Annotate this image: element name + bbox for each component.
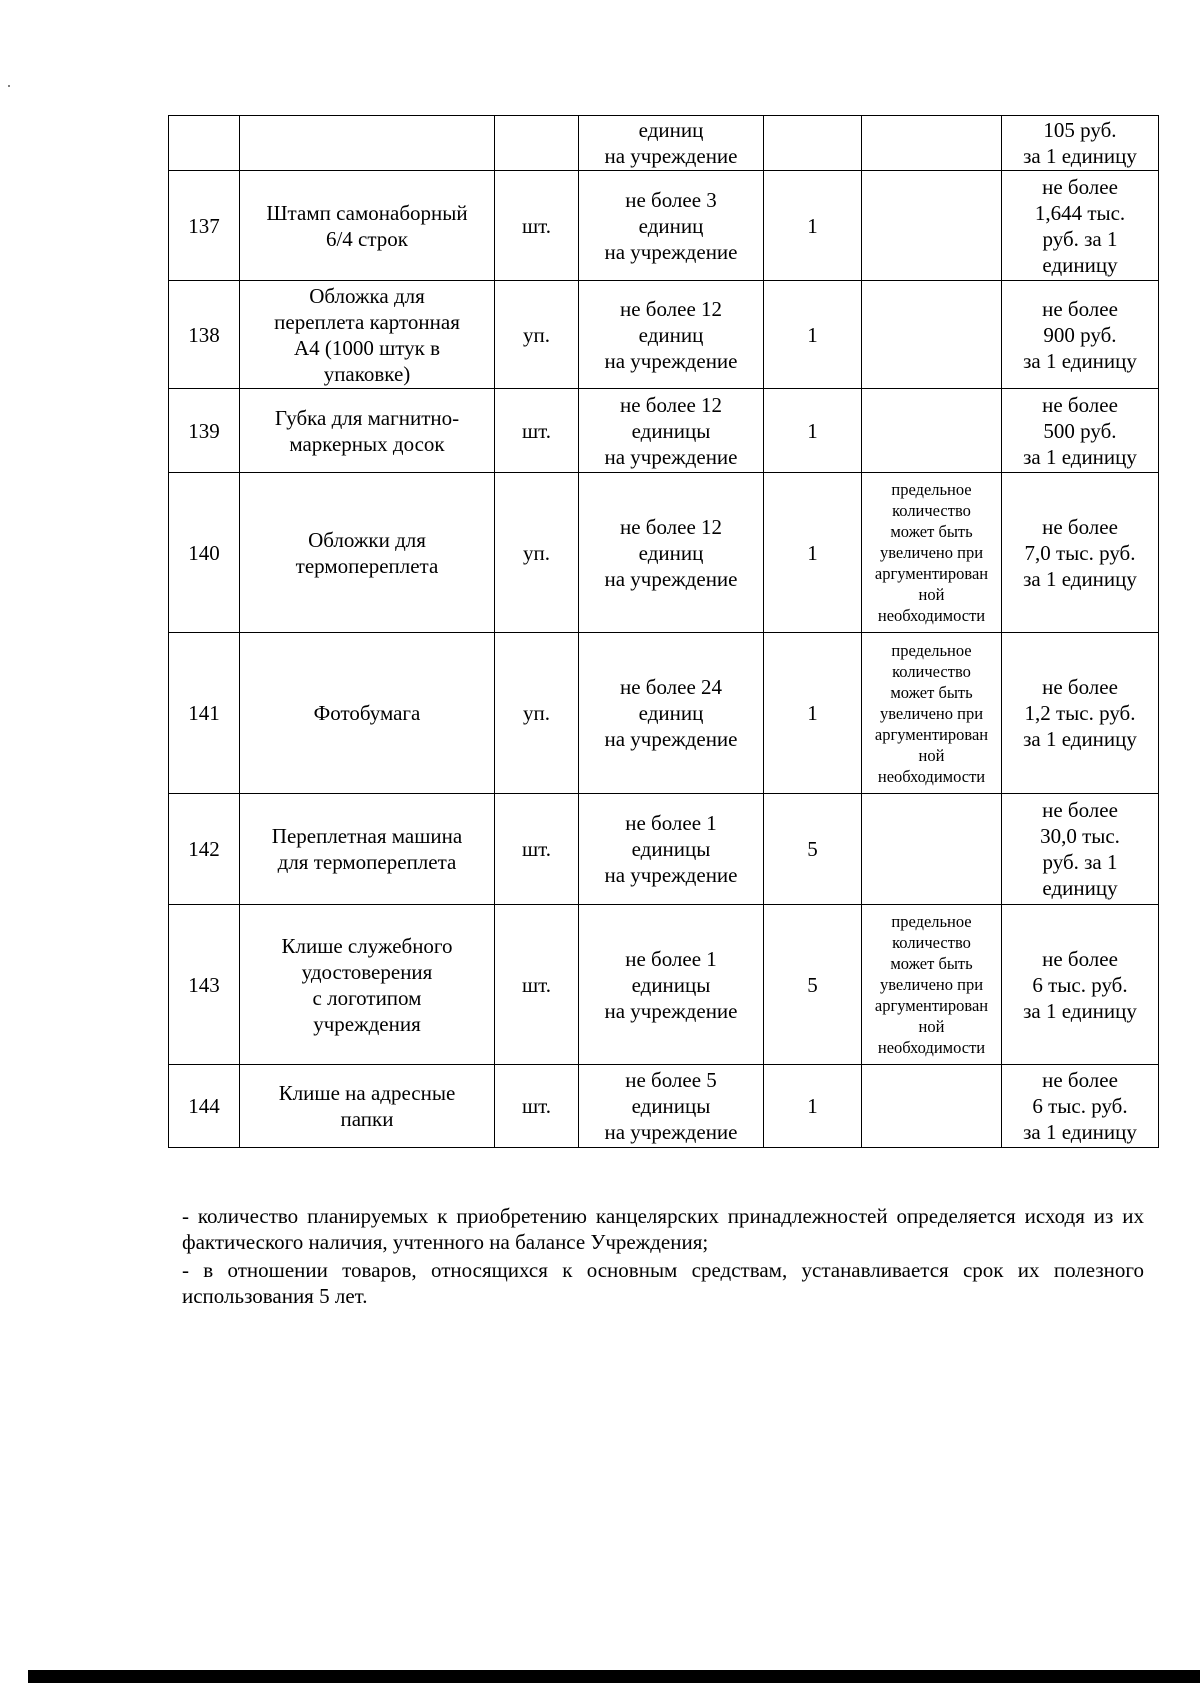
table-row [169,281,1159,389]
note-line: ной [918,585,945,604]
price-limit-line: 6 тыс. руб. [1032,972,1128,997]
item-name-cell [240,116,495,171]
quantity-limit-line: на учреждение [604,863,738,887]
item-name-line: упаковке) [323,361,411,386]
price-limit-cell [1002,281,1159,389]
item-name-line: переплета картонная [274,309,460,334]
note-line: аргументирован [874,996,989,1015]
unit-text: шт. [521,1094,552,1118]
table-row [169,116,1159,171]
quantity-limit-line: единицы [631,972,711,997]
price-limit-cell [1002,116,1159,171]
price-limit-line: не более [1042,392,1118,417]
price-limit-cell [1002,633,1159,794]
item-name-cell [240,473,495,633]
note-cell [862,905,1002,1065]
quantity-limit-line: на учреждение [604,444,738,469]
notes-block [182,1203,1144,1311]
item-name-cell [240,1065,495,1148]
price-limit-cell [1002,1065,1159,1148]
row-number-cell [169,116,240,171]
unit-cell [495,116,579,171]
price-limit-line: 1,644 тыс. [1034,200,1126,225]
service-term-cell [764,633,862,794]
item-name-line: 6/4 строк [325,226,409,251]
quantity-limit-line: единицы [631,1094,711,1118]
item-name-line: с логотипом [312,985,422,1010]
quantity-limit-line: единицы [631,837,711,861]
quantity-limit-line: на учреждение [604,239,738,264]
item-name-line: Обложки для [308,527,426,552]
price-limit-cell [1002,905,1159,1065]
supplies-table [168,115,1159,1148]
unit-cell [495,905,579,1065]
item-name-cell [240,389,495,473]
quantity-limit-line: на учреждение [604,566,738,591]
quantity-limit-line: единиц [638,118,704,142]
service-term-cell [764,473,862,633]
price-limit-cell [1002,389,1159,473]
note-cell [862,281,1002,389]
service-term-text: 1 [807,540,818,565]
table-row [169,389,1159,473]
price-limit-line: не более [1042,514,1118,539]
price-limit-line: 105 руб. [1043,118,1117,142]
note-cell [862,389,1002,473]
note-line: аргументирован [874,564,989,583]
row-number-cell [169,473,240,633]
item-name-cell [240,171,495,281]
row-number-text: 137 [188,213,220,238]
note-cell [862,116,1002,171]
service-term-cell [764,1065,862,1148]
service-term-text: 1 [807,418,818,443]
note-cell [862,473,1002,633]
item-name-line: Клише служебного [281,933,453,958]
price-limit-line: за 1 единицу [1023,998,1137,1023]
item-name-cell [240,281,495,389]
note-cell [862,171,1002,281]
note-line: предельное [891,640,972,660]
quantity-limit-line: не более 12 [619,514,723,539]
note-line: необходимости [877,606,986,625]
quantity-limit-cell [579,633,764,794]
row-number-text: 139 [188,418,220,443]
row-number-text: 138 [188,322,220,347]
quantity-limit-line: на учреждение [604,144,738,168]
table-row [169,794,1159,905]
service-term-cell [764,171,862,281]
row-number-cell [169,389,240,473]
unit-text: уп. [523,540,550,565]
quantity-limit-line: не более 5 [625,1068,717,1092]
service-term-text: 5 [807,972,818,997]
item-name-line: папки [340,1107,394,1131]
note-quantity-rule: - количество планируемых к приобретению канцелярских принадлежностей определяется исходя из их фактического наличия, учтенного на балансе Учреждения; [182,1204,1144,1254]
note-line: предельное [891,480,972,499]
table-row [169,1065,1159,1148]
scan-speck [8,85,10,87]
item-name-line: учреждения [313,1011,421,1036]
quantity-limit-line: не более 12 [619,392,723,417]
quantity-limit-cell [579,794,764,905]
note-line: может быть [890,522,973,541]
price-limit-line: не более [1042,798,1118,822]
price-limit-line: за 1 единицу [1023,348,1137,373]
row-number-cell [169,905,240,1065]
quantity-limit-line: не более 12 [619,296,723,321]
note-cell [862,794,1002,905]
price-limit-line: руб. за 1 [1042,226,1118,251]
quantity-limit-cell [579,1065,764,1148]
quantity-limit-line: единиц [638,701,704,725]
item-name-line: маркерных досок [289,431,445,456]
table-row [169,473,1159,633]
unit-text: уп. [523,322,550,347]
note-line: увеличено при [879,975,984,994]
row-number-cell [169,794,240,905]
row-number-text: 143 [188,972,220,997]
quantity-limit-cell [579,389,764,473]
quantity-limit-line: не более 24 [619,675,723,699]
price-limit-line: не более [1042,296,1118,321]
quantity-limit-line: единиц [638,540,704,565]
quantity-limit-line: единиц [638,322,704,347]
scan-edge-bar [28,1670,1200,1683]
price-limit-line: 7,0 тыс. руб. [1024,540,1136,565]
price-limit-line: не более [1042,675,1118,699]
price-limit-line: не более [1042,174,1118,199]
unit-cell [495,281,579,389]
price-limit-cell [1002,473,1159,633]
unit-cell [495,171,579,281]
item-name-line: Губка для магнитно- [274,405,460,430]
service-term-cell [764,281,862,389]
service-term-cell [764,794,862,905]
item-name-cell [240,633,495,794]
unit-cell [495,794,579,905]
quantity-limit-line: на учреждение [604,727,738,751]
quantity-limit-line: не более 3 [625,187,717,212]
price-limit-line: 1,2 тыс. руб. [1024,701,1136,725]
quantity-limit-line: единицы [631,418,711,443]
item-name-line: термопереплета [295,553,439,578]
quantity-limit-line: не более 1 [625,946,717,971]
row-number-cell [169,1065,240,1148]
quantity-limit-cell [579,905,764,1065]
unit-text: шт. [521,213,552,238]
price-limit-line: за 1 единицу [1023,1120,1137,1144]
price-limit-line: не более [1042,946,1118,971]
note-line: необходимости [877,766,986,786]
quantity-limit-cell [579,116,764,171]
price-limit-line: 30,0 тыс. [1040,824,1120,848]
item-name-line: Фотобумага [313,701,421,725]
price-limit-line: единицу [1042,876,1118,900]
price-limit-line: единицу [1042,252,1118,277]
note-line: ной [918,745,945,765]
note-service-life: - в отношении товаров, относящихся к основным средствам, устанавливается срок их полезного использования 5 лет. [182,1258,1144,1308]
service-term-text: 1 [807,322,818,347]
note-line: аргументирован [874,724,989,744]
row-number-text: 140 [188,540,220,565]
row-number-cell [169,281,240,389]
table-body [169,116,1159,1148]
price-limit-cell [1002,794,1159,905]
unit-text: шт. [521,418,552,443]
service-term-cell [764,905,862,1065]
service-term-cell [764,389,862,473]
row-number-cell [169,171,240,281]
price-limit-line: за 1 единицу [1023,144,1137,168]
item-name-line: А4 (1000 штук в [293,335,441,360]
service-term-text: 1 [807,1094,818,1118]
quantity-limit-line: не более 1 [625,811,717,835]
price-limit-line: 6 тыс. руб. [1032,1094,1128,1118]
note-line: увеличено при [879,543,984,562]
table-row [169,633,1159,794]
note-line: количество [892,501,971,520]
service-term-text: 5 [807,837,818,861]
quantity-limit-line: на учреждение [604,998,738,1023]
price-limit-line: не более [1042,1068,1118,1092]
item-name-line: Штамп самонаборный [266,200,468,225]
row-number-text: 142 [188,837,220,861]
unit-text: уп. [523,701,550,725]
unit-text: шт. [521,972,552,997]
note-line: количество [892,933,971,952]
quantity-limit-cell [579,171,764,281]
note-line: может быть [890,682,973,702]
item-name-cell [240,905,495,1065]
item-name-line: для термопереплета [277,850,457,874]
quantity-limit-cell [579,473,764,633]
note-line: количество [892,661,971,681]
quantity-limit-cell [579,281,764,389]
table-row [169,905,1159,1065]
price-limit-line: 500 руб. [1043,418,1117,443]
quantity-limit-line: на учреждение [604,348,738,373]
row-number-text: 141 [188,701,220,725]
quantity-limit-line: на учреждение [604,1120,738,1144]
item-name-line: Переплетная машина [271,824,463,848]
note-line: предельное [891,912,972,931]
price-limit-line: за 1 единицу [1023,444,1137,469]
note-cell [862,1065,1002,1148]
note-line: может быть [890,954,973,973]
price-limit-line: руб. за 1 [1042,850,1118,874]
unit-cell [495,633,579,794]
unit-cell [495,1065,579,1148]
item-name-line: Обложка для [309,283,425,308]
row-number-text: 144 [188,1094,220,1118]
unit-cell [495,389,579,473]
service-term-cell [764,116,862,171]
note-line: ной [918,1017,945,1036]
price-limit-cell [1002,171,1159,281]
note-cell [862,633,1002,794]
quantity-limit-line: единиц [638,213,704,238]
item-name-line: Клише на адресные [278,1081,456,1105]
row-number-cell [169,633,240,794]
price-limit-line: за 1 единицу [1023,566,1137,591]
table-row [169,171,1159,281]
note-line: увеличено при [879,703,984,723]
item-name-line: удостоверения [301,959,433,984]
note-line: необходимости [877,1038,986,1057]
unit-text: шт. [521,837,552,861]
service-term-text: 1 [807,213,818,238]
price-limit-line: за 1 единицу [1023,727,1137,751]
item-name-cell [240,794,495,905]
service-term-text: 1 [807,701,818,725]
unit-cell [495,473,579,633]
price-limit-line: 900 руб. [1043,322,1117,347]
